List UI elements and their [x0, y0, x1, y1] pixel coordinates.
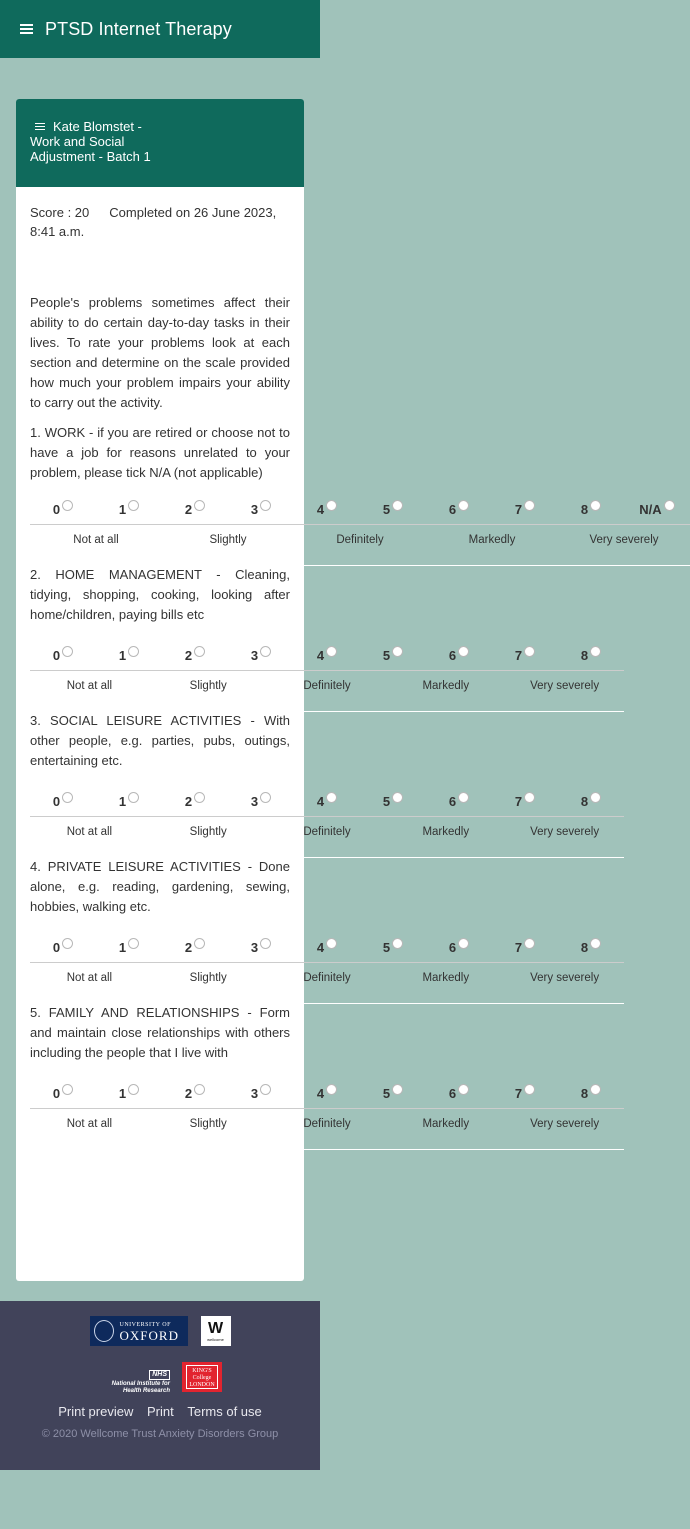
scale-option-6[interactable] — [426, 940, 492, 955]
scale-descriptor: Definitely — [303, 1118, 351, 1130]
scale-option-label: 1 — [118, 502, 127, 517]
radio-button[interactable] — [62, 792, 73, 803]
footer — [0, 1301, 320, 1470]
scale-option-8[interactable] — [558, 502, 624, 517]
rating-scale — [30, 641, 624, 701]
scale-option-6[interactable] — [426, 648, 492, 663]
scale-option-3[interactable] — [228, 940, 294, 955]
scale-option-7[interactable] — [492, 502, 558, 517]
oxford-logo — [90, 1316, 188, 1346]
scale-option-label: 6 — [448, 940, 457, 955]
score-line — [30, 203, 290, 241]
rating-scale — [30, 495, 690, 555]
scale-option-1[interactable] — [96, 1086, 162, 1101]
scale-option-0[interactable] — [30, 502, 96, 517]
scale-option-label: 0 — [52, 1086, 61, 1101]
logo-row-2 — [0, 1362, 320, 1392]
scale-option-7[interactable] — [492, 648, 558, 663]
scale-option-label: 2 — [184, 648, 193, 663]
scale-descriptors — [30, 963, 624, 1004]
scale-option-8[interactable] — [558, 1086, 624, 1101]
radio-button[interactable] — [62, 646, 73, 657]
radio-button[interactable] — [194, 792, 205, 803]
scale-option-7[interactable] — [492, 794, 558, 809]
scale-option-label: 5 — [382, 648, 391, 663]
radio-button[interactable] — [458, 500, 469, 511]
nihr-line1: National Institute for — [111, 1381, 170, 1387]
nhs-badge: NHS — [149, 1370, 170, 1380]
scale-descriptor: Definitely — [303, 826, 351, 838]
wellcome-logo-letter: W — [207, 1319, 224, 1337]
card-title-line2: Work and Social — [30, 134, 125, 149]
radio-button[interactable] — [458, 938, 469, 949]
scale-option-4[interactable] — [294, 1086, 360, 1101]
scale-option-label: 2 — [184, 940, 193, 955]
card-title-line1: Kate Blomstet - — [53, 119, 142, 134]
scale-option-label: 0 — [52, 940, 61, 955]
scale-option-label: 8 — [580, 502, 589, 517]
radio-button[interactable] — [62, 1084, 73, 1095]
scale-descriptors — [30, 525, 690, 566]
completed-time: 8:41 a.m. — [30, 224, 85, 239]
radio-button[interactable] — [524, 792, 535, 803]
scale-option-1[interactable] — [96, 794, 162, 809]
scale-options — [30, 641, 624, 671]
scale-option-label: 1 — [118, 794, 127, 809]
scale-option-label: 8 — [580, 940, 589, 955]
scale-option-label: 3 — [250, 794, 259, 809]
kings-line2: College — [192, 1375, 212, 1381]
scale-descriptor: Very severely — [530, 972, 600, 984]
completed-date: Completed on 26 June 2023, — [109, 205, 277, 220]
scale-option-label: 3 — [250, 1086, 259, 1101]
radio-button[interactable] — [392, 792, 403, 803]
scale-option-label: 8 — [580, 794, 589, 809]
scale-option-1[interactable] — [96, 940, 162, 955]
scale-descriptor: Definitely — [303, 680, 351, 692]
scale-option-label: 6 — [448, 794, 457, 809]
radio-button[interactable] — [392, 1084, 403, 1095]
wellcome-logo — [201, 1316, 231, 1346]
scale-option-label: 6 — [448, 1086, 457, 1101]
scale-option-0[interactable] — [30, 794, 96, 809]
radio-button[interactable] — [326, 792, 337, 803]
radio-button[interactable] — [524, 646, 535, 657]
scale-option-4[interactable] — [294, 794, 360, 809]
scale-option-label: 4 — [316, 940, 325, 955]
nihr-line2: Health Research — [122, 1388, 170, 1394]
rating-scale — [30, 933, 624, 993]
radio-button[interactable] — [260, 1084, 271, 1095]
question-text: 5. FAMILY AND RELATIONSHIPS - Form and maintain close relationships with others including the people that I live with — [30, 1005, 290, 1060]
scale-options — [30, 787, 624, 817]
scale-descriptor: Definitely — [303, 972, 351, 984]
scale-descriptor: Very severely — [589, 534, 659, 546]
scale-option-label: 0 — [52, 794, 61, 809]
radio-button[interactable] — [260, 500, 271, 511]
kings-line3: LONDON — [189, 1382, 215, 1388]
radio-button[interactable] — [392, 938, 403, 949]
scale-option-label: 5 — [382, 794, 391, 809]
scale-option-2[interactable] — [162, 940, 228, 955]
scale-option-5[interactable] — [360, 648, 426, 663]
scale-option-2[interactable] — [162, 794, 228, 809]
radio-button[interactable] — [590, 500, 601, 511]
radio-button[interactable] — [326, 646, 337, 657]
scale-option-0[interactable] — [30, 1086, 96, 1101]
scale-option-8[interactable] — [558, 648, 624, 663]
scale-option-label: 7 — [514, 502, 523, 517]
card-body — [16, 187, 662, 1139]
question-text: 3. SOCIAL LEISURE ACTIVITIES - With other people, e.g. parties, pubs, outings, entertaining etc. — [30, 713, 290, 768]
scale-descriptor: Markedly — [422, 680, 470, 692]
scale-option-label: 1 — [118, 1086, 127, 1101]
scale-descriptor: Not at all — [66, 972, 113, 984]
scale-option-label: 4 — [316, 648, 325, 663]
scale-option-5[interactable] — [360, 502, 426, 517]
scale-option-label: 2 — [184, 1086, 193, 1101]
scale-option-2[interactable] — [162, 1086, 228, 1101]
radio-button[interactable] — [392, 646, 403, 657]
scale-option-label: 4 — [316, 502, 325, 517]
scale-option-5[interactable] — [360, 794, 426, 809]
scale-option-0[interactable] — [30, 648, 96, 663]
scale-descriptor: Not at all — [66, 1118, 113, 1130]
scale-descriptor: Slightly — [189, 680, 227, 692]
radio-button[interactable] — [392, 500, 403, 511]
scale-option-label: 1 — [118, 648, 127, 663]
scale-option-4[interactable] — [294, 502, 360, 517]
rating-scale — [30, 787, 624, 847]
questionnaire-card — [16, 99, 662, 1281]
scale-option-label: 0 — [52, 648, 61, 663]
copyright: © 2020 Wellcome Trust Anxiety Disorders Group — [41, 1428, 279, 1440]
radio-button[interactable] — [260, 938, 271, 949]
scale-option-label: 7 — [514, 940, 523, 955]
radio-button[interactable] — [260, 792, 271, 803]
footer-links — [0, 1404, 320, 1419]
scale-descriptors — [30, 671, 624, 712]
scale-option-label: 3 — [250, 648, 259, 663]
scale-descriptor: Not at all — [66, 826, 113, 838]
scale-option-6[interactable] — [426, 502, 492, 517]
scale-descriptor: Markedly — [422, 1118, 470, 1130]
question-text: 1. WORK - if you are retired or choose not to have a job for reasons unrelated to your problem, please tick N/A (not applicable) — [30, 425, 290, 480]
oxford-crest-icon — [94, 1320, 114, 1342]
scale-option-label: 3 — [250, 940, 259, 955]
scale-descriptor: Markedly — [422, 972, 470, 984]
radio-button[interactable] — [524, 938, 535, 949]
scale-descriptor: Not at all — [73, 534, 119, 546]
scale-option-label: 8 — [580, 648, 589, 663]
radio-button[interactable] — [590, 646, 601, 657]
scale-option-8[interactable] — [558, 940, 624, 955]
question-list — [30, 423, 662, 1139]
radio-button[interactable] — [590, 938, 601, 949]
scale-descriptor: Definitely — [336, 534, 384, 546]
scale-option-4[interactable] — [294, 648, 360, 663]
scale-option-6[interactable] — [426, 794, 492, 809]
card-header — [16, 99, 304, 187]
radio-button[interactable] — [194, 500, 205, 511]
scale-option-3[interactable] — [228, 502, 294, 517]
instructions: People's problems sometimes affect their ability to do certain day-to-day tasks in their lives. To rate your problems look at each section and determine on the scale provided how much your problem impairs your ability to carry out the activity. — [30, 295, 290, 410]
scale-options — [30, 495, 690, 525]
scale-option-6[interactable] — [426, 1086, 492, 1101]
scale-descriptor: Very severely — [530, 680, 600, 692]
scale-descriptor: Slightly — [189, 826, 227, 838]
scale-option-5[interactable] — [360, 940, 426, 955]
radio-button[interactable] — [62, 500, 73, 511]
scale-option-3[interactable] — [228, 1086, 294, 1101]
radio-button[interactable] — [664, 500, 675, 511]
print-link[interactable]: Print — [146, 1404, 174, 1419]
scale-option-label: 6 — [448, 502, 457, 517]
scale-descriptor: Slightly — [189, 972, 227, 984]
scale-option-1[interactable] — [96, 502, 162, 517]
scale-option-2[interactable] — [162, 502, 228, 517]
radio-button[interactable] — [194, 1084, 205, 1095]
scale-options — [30, 933, 624, 963]
scale-option-7[interactable] — [492, 940, 558, 955]
radio-button[interactable] — [128, 1084, 139, 1095]
radio-button[interactable] — [62, 938, 73, 949]
scale-descriptor: Markedly — [422, 826, 470, 838]
kings-college-logo — [182, 1362, 222, 1392]
rating-scale — [30, 1079, 624, 1139]
score-value: Score : 20 — [30, 205, 90, 220]
oxford-logo-name: OXFORD — [119, 1327, 179, 1343]
print-preview-link[interactable]: Print preview — [58, 1404, 134, 1419]
terms-of-use-link[interactable]: Terms of use — [187, 1404, 262, 1419]
scale-option-label: 0 — [52, 502, 61, 517]
menu-icon[interactable] — [20, 24, 33, 34]
scale-option-label: 4 — [316, 794, 325, 809]
logo-row-1 — [0, 1316, 320, 1346]
scale-option-label: 5 — [382, 1086, 391, 1101]
scale-option-4[interactable] — [294, 940, 360, 955]
scale-option-label: 7 — [514, 794, 523, 809]
card-menu-icon[interactable] — [35, 123, 45, 131]
radio-button[interactable] — [458, 792, 469, 803]
scale-option-label: 2 — [184, 502, 193, 517]
scale-options — [30, 1079, 624, 1109]
nihr-logo — [98, 1363, 170, 1394]
top-app-bar — [0, 0, 320, 58]
scale-option-3[interactable] — [228, 794, 294, 809]
scale-option-8[interactable] — [558, 794, 624, 809]
scale-descriptor: Not at all — [66, 680, 113, 692]
scale-option-label: 4 — [316, 1086, 325, 1101]
scale-option-label: N/A — [639, 502, 662, 517]
radio-button[interactable] — [326, 1084, 337, 1095]
radio-button[interactable] — [194, 646, 205, 657]
scale-option-label: 5 — [382, 940, 391, 955]
scale-option-3[interactable] — [228, 648, 294, 663]
app-title: PTSD Internet Therapy — [45, 18, 232, 39]
radio-button[interactable] — [128, 792, 139, 803]
radio-button[interactable] — [128, 938, 139, 949]
scale-option-0[interactable] — [30, 940, 96, 955]
question-text: 4. PRIVATE LEISURE ACTIVITIES - Done alone, e.g. reading, gardening, sewing, hobbies, walking etc. — [30, 859, 290, 914]
scale-option-1[interactable] — [96, 648, 162, 663]
scale-option-na[interactable] — [624, 502, 690, 517]
scale-option-label: 8 — [580, 1086, 589, 1101]
scale-descriptor: Markedly — [468, 534, 516, 546]
scale-descriptor: Very severely — [530, 826, 600, 838]
scale-option-label: 7 — [514, 648, 523, 663]
wellcome-logo-name: wellcome — [207, 1336, 224, 1342]
radio-button[interactable] — [194, 938, 205, 949]
radio-button[interactable] — [458, 1084, 469, 1095]
scale-option-label: 3 — [250, 502, 259, 517]
radio-button[interactable] — [260, 646, 271, 657]
radio-button[interactable] — [128, 500, 139, 511]
scale-option-label: 5 — [382, 502, 391, 517]
radio-button[interactable] — [326, 938, 337, 949]
radio-button[interactable] — [524, 500, 535, 511]
radio-button[interactable] — [128, 646, 139, 657]
scale-descriptors — [30, 817, 624, 858]
scale-option-5[interactable] — [360, 1086, 426, 1101]
scale-option-7[interactable] — [492, 1086, 558, 1101]
radio-button[interactable] — [458, 646, 469, 657]
scale-descriptor: Very severely — [530, 1118, 600, 1130]
oxford-logo-top: UNIVERSITY OF — [119, 1321, 171, 1328]
radio-button[interactable] — [590, 1084, 601, 1095]
scale-descriptor: Slightly — [209, 534, 247, 546]
scale-option-label: 7 — [514, 1086, 523, 1101]
radio-button[interactable] — [590, 792, 601, 803]
scale-option-label: 6 — [448, 648, 457, 663]
scale-option-label: 1 — [118, 940, 127, 955]
scale-option-label: 2 — [184, 794, 193, 809]
card-title-line3: Adjustment - Batch 1 — [30, 149, 151, 164]
question-text: 2. HOME MANAGEMENT - Cleaning, tidying, shopping, cooking, looking after home/children, paying bills etc — [30, 567, 290, 622]
radio-button[interactable] — [326, 500, 337, 511]
kings-line1: KING'S — [192, 1368, 212, 1374]
scale-descriptor: Slightly — [189, 1118, 227, 1130]
radio-button[interactable] — [524, 1084, 535, 1095]
scale-option-2[interactable] — [162, 648, 228, 663]
scale-descriptors — [30, 1109, 624, 1150]
